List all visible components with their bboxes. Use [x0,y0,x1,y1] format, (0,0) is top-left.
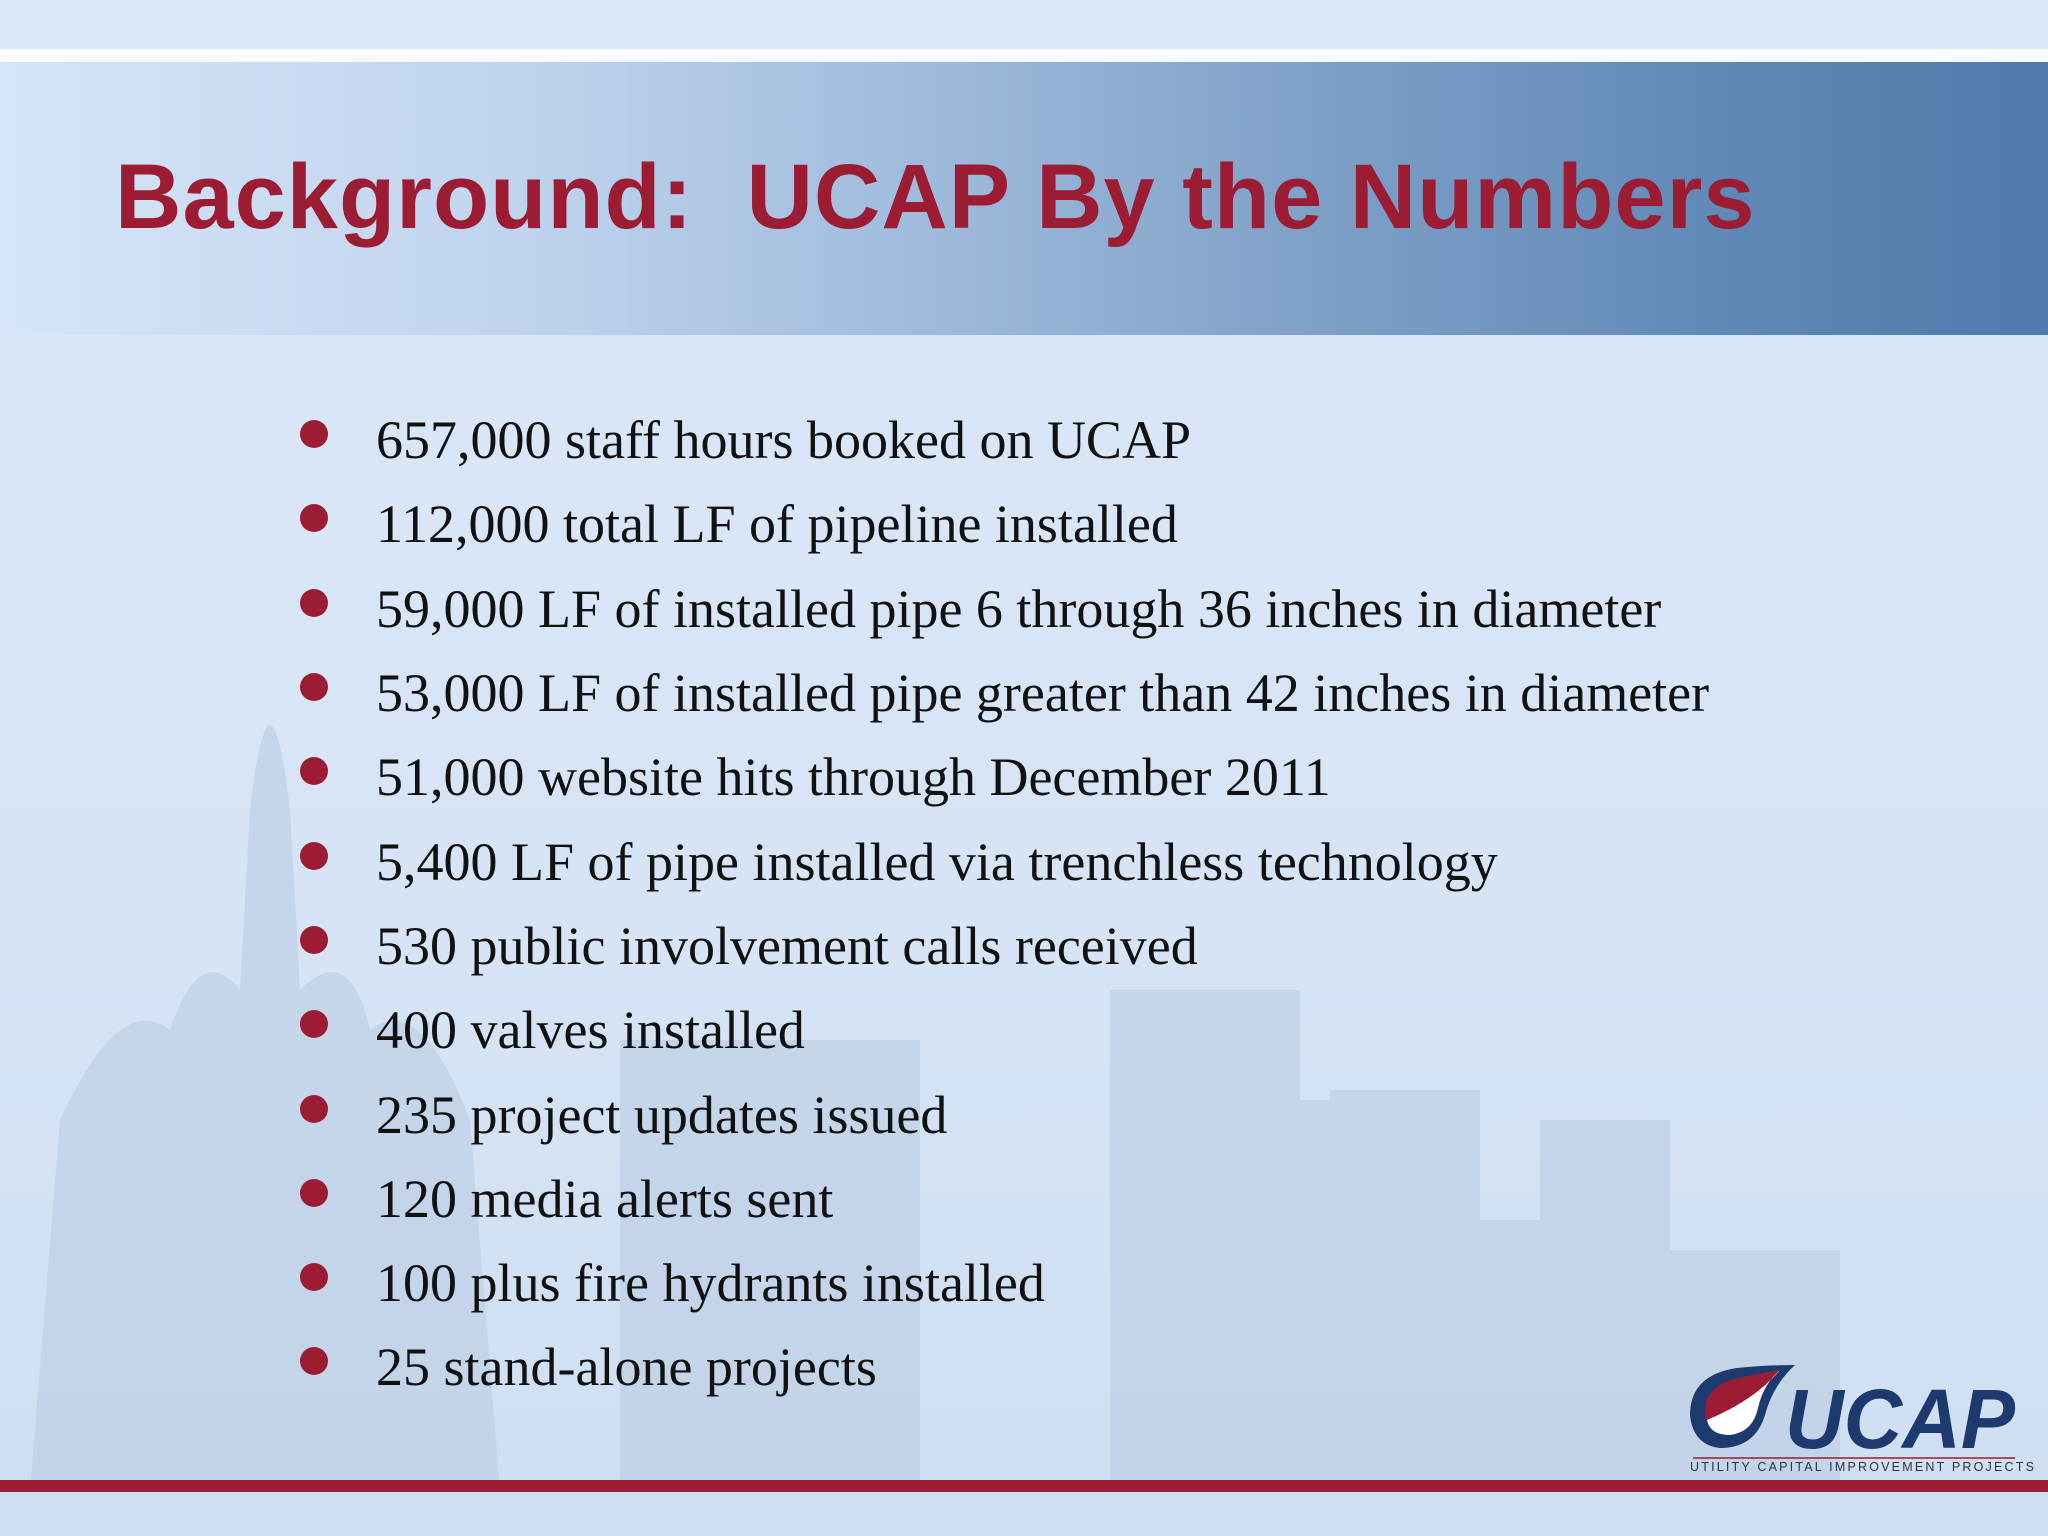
top-band [0,0,2048,50]
logo-tagline: UTILITY CAPITAL IMPROVEMENT PROJECTS [1690,1460,2037,1474]
bullet-icon [300,1010,328,1038]
list-item: 530 public involvement calls received [300,904,1709,988]
bullet-icon [300,589,328,617]
list-item: 51,000 website hits through December 2011 [300,735,1709,819]
stats-list [300,398,1709,1410]
list-item: 112,000 total LF of pipeline installed [300,482,1709,566]
svg-text:UCAP: UCAP [1785,1372,2016,1466]
bullet-icon [300,757,328,785]
list-item: 100 plus fire hydrants installed [300,1241,1709,1325]
ucap-logo [1685,1360,2020,1475]
header-divider [0,49,2048,62]
bullet-icon [300,842,328,870]
bullet-icon [300,420,328,448]
list-item: 657,000 staff hours booked on UCAP [300,398,1709,482]
bullet-icon [300,673,328,701]
list-item: 59,000 LF of installed pipe 6 through 36 inches in diameter [300,567,1709,651]
bullet-icon [300,926,328,954]
bullet-icon [300,1095,328,1123]
list-item: 400 valves installed [300,988,1709,1072]
slide-title: Background: UCAP By the Numbers [115,146,1756,248]
bullet-icon [300,1179,328,1207]
bullet-icon [300,504,328,532]
list-item: 120 media alerts sent [300,1157,1709,1241]
footer-bar [0,1480,2048,1492]
list-item: 235 project updates issued [300,1072,1709,1156]
list-item: 25 stand-alone projects [300,1325,1709,1409]
bullet-icon [300,1263,328,1291]
list-item: 53,000 LF of installed pipe greater than 42 inches in diameter [300,651,1709,735]
list-item: 5,400 LF of pipe installed via trenchless technology [300,819,1709,903]
bullet-icon [300,1347,328,1375]
